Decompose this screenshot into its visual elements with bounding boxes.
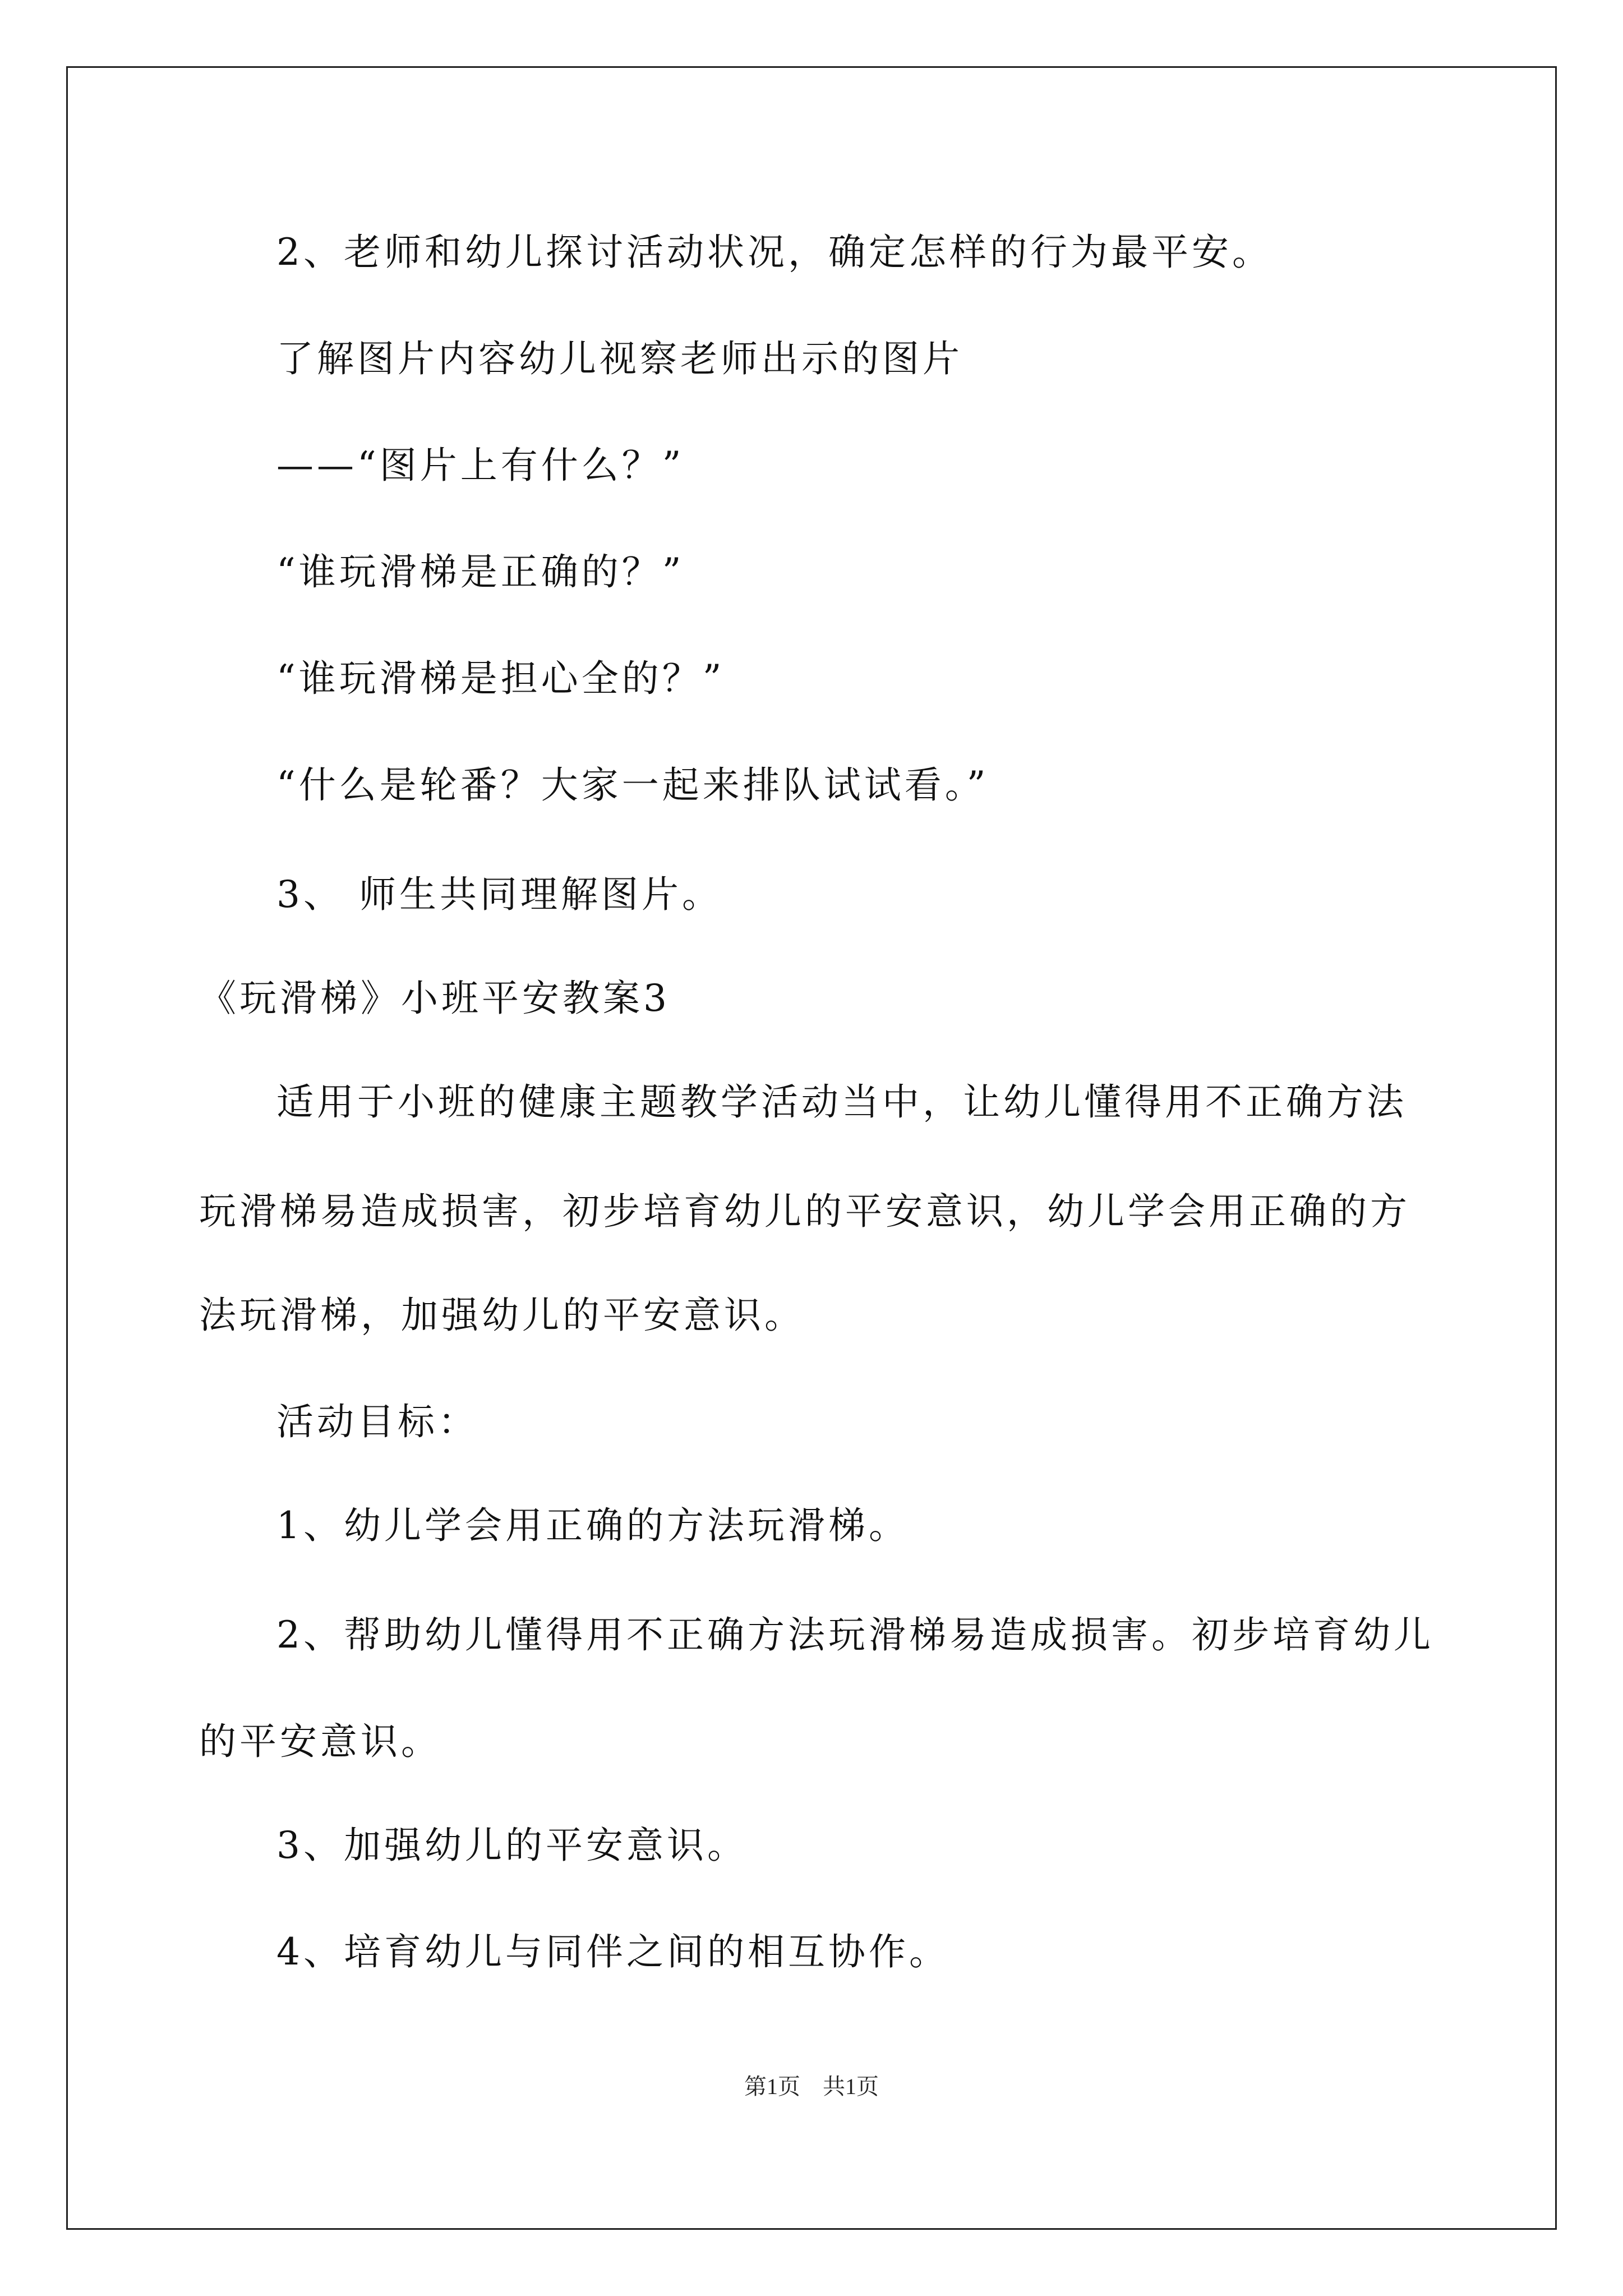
paragraph-line: 了解图片内容幼儿视察老师出示的图片 — [276, 337, 963, 380]
section-heading: 《玩滑梯》小班平安教案3 — [199, 977, 670, 1020]
paragraph-line: 法玩滑梯，加强幼儿的平安意识。 — [199, 1294, 805, 1337]
list-item-continuation: 的平安意识。 — [199, 1720, 441, 1763]
paragraph-line: 2、老师和幼儿探讨活动状况，确定怎样的行为最平安。 — [276, 231, 1272, 274]
list-item: 2、帮助幼儿懂得用不正确方法玩滑梯易造成损害。初步培育幼儿 — [276, 1613, 1434, 1657]
list-item: 3、加强幼儿的平安意识。 — [276, 1824, 748, 1867]
paragraph-line: 3、 师生共同理解图片。 — [276, 873, 722, 916]
paragraph-line: 适用于小班的健康主题教学活动当中，让幼儿懂得用不正确方法 — [276, 1080, 1407, 1124]
list-item: 4、培育幼儿与同伴之间的相互协作。 — [276, 1930, 949, 1973]
quote-line: “什么是轮番？大家一起来排队试试看。” — [276, 763, 989, 807]
paragraph-line: ——“图片上有什么？” — [276, 444, 685, 487]
page-border — [66, 66, 1557, 2230]
paragraph-line: 玩滑梯易造成损害，初步培育幼儿的平安意识，幼儿学会用正确的方 — [199, 1190, 1410, 1233]
subheading: 活动目标： — [276, 1400, 478, 1443]
page-number-footer: 第1页 共1页 — [744, 2074, 879, 2099]
quote-line: “谁玩滑梯是正确的？” — [276, 550, 685, 593]
list-item: 1、幼儿学会用正确的方法玩滑梯。 — [276, 1504, 909, 1547]
quote-line: “谁玩滑梯是担心全的？” — [276, 657, 725, 700]
